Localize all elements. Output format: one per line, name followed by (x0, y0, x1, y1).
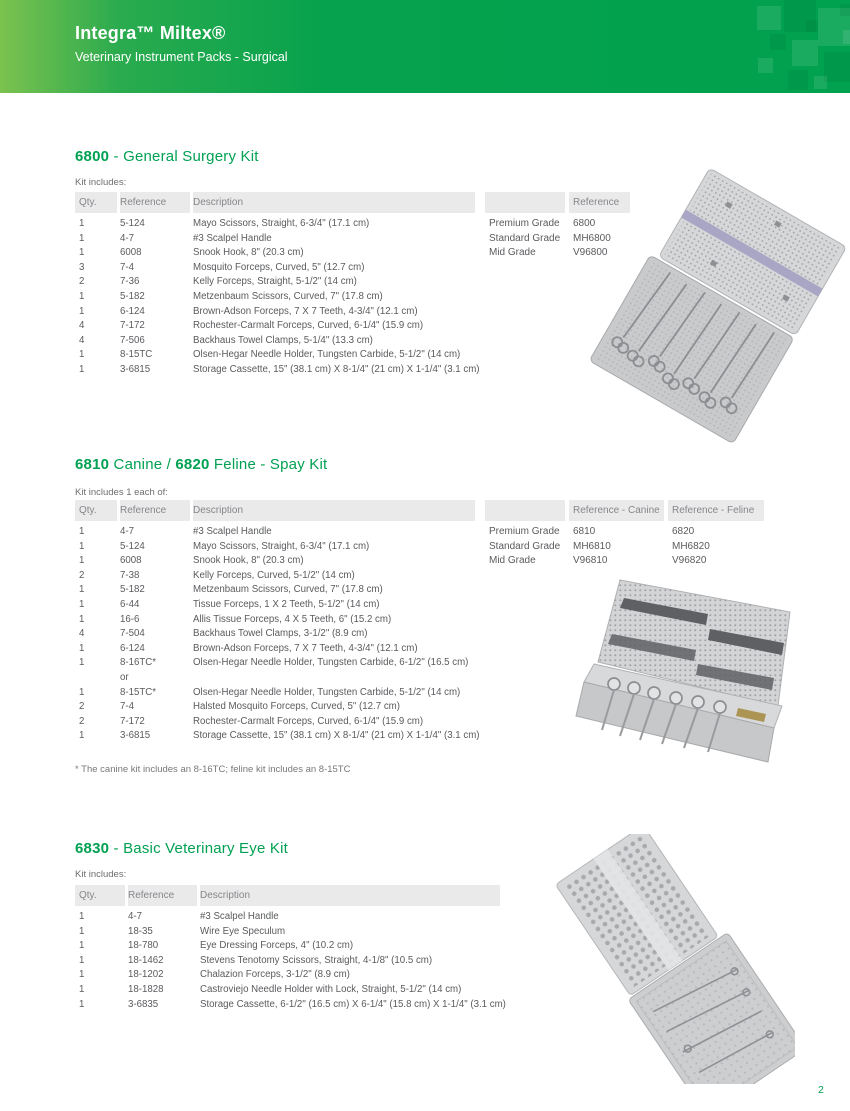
table-cell: Snook Hook, 8" (20.3 cm) (193, 555, 304, 567)
table-cell: 2 (79, 701, 85, 713)
table-row (75, 521, 475, 540)
table-cell: 4-7 (120, 526, 135, 537)
table-row (75, 348, 475, 363)
table-row (75, 232, 475, 247)
table-row (75, 656, 475, 671)
table-cell: Chalazion Forceps, 3-1/2" (8.9 cm) (200, 969, 350, 981)
table-cell: Kelly Forceps, Curved, 5-1/2" (14 cm) (193, 569, 355, 581)
table-cell: 4-7 (120, 232, 135, 244)
footnote: * The canine kit includes an 8-16TC; feline kit includes an 8-15TC (75, 764, 351, 775)
column-header: Qty. (75, 885, 128, 906)
table-cell: Backhaus Towel Clamps, 3-1/2" (8.9 cm) (193, 628, 368, 640)
table-cell: 1 (79, 954, 85, 966)
grade-column-header: Reference (569, 192, 630, 213)
table-cell: Stevens Tenotomy Scissors, Straight, 4-1/8" (10.5 cm) (200, 954, 433, 966)
table-cell: 4 (79, 334, 85, 346)
table-cell: 1 (79, 983, 85, 995)
table-row (75, 554, 475, 569)
table-cell: 4 (79, 628, 85, 640)
grade-column-header (485, 192, 565, 213)
table-cell: 7-4 (120, 701, 135, 713)
table-cell: Storage Cassette, 6-1/2" (16.5 cm) X 6-1/4" (15.8 cm) X 1-1/4" (3.1 cm) (200, 998, 506, 1010)
table-cell: 8-15TC (120, 349, 153, 361)
table-cell: Olsen-Hegar Needle Holder, Tungsten Carbide, 6-1/2" (16.5 cm) (193, 657, 469, 669)
table-cell: 7-4 (120, 261, 135, 273)
table-row (75, 642, 475, 657)
table-row (75, 319, 475, 334)
table-cell (193, 671, 475, 686)
table-row (75, 939, 500, 954)
table-cell: 8-15TC* (120, 686, 157, 698)
table-cell: 1 (79, 584, 85, 596)
grade-value: V96820 (672, 555, 707, 567)
table-cell: #3 Scalpel Handle (200, 911, 279, 922)
title-part: 6830 (75, 840, 110, 857)
column-header: Reference (120, 192, 193, 213)
grade-value: 6800 (573, 218, 596, 229)
grade-column-header: Reference - Feline (668, 500, 764, 521)
column-header: Reference (120, 500, 193, 521)
table-header-row (75, 192, 475, 213)
table-row (75, 998, 500, 1013)
table-row (75, 906, 500, 925)
table-cell: 5-182 (120, 584, 145, 596)
kit-table (75, 500, 480, 744)
table-cell: Castroviejo Needle Holder with Lock, Straight, 5-1/2" (14 cm) (200, 983, 462, 995)
table-cell: 1 (79, 657, 85, 669)
decor-square (814, 76, 827, 89)
table-row (75, 213, 475, 232)
decor-square (840, 4, 850, 16)
column-header: Qty. (75, 500, 120, 521)
title-part: Canine / (109, 456, 176, 473)
table-cell: 2 (79, 715, 85, 727)
title-part: Feline - Spay Kit (209, 456, 328, 473)
table-row (75, 671, 475, 686)
header-subtitle: Veterinary Instrument Packs - Surgical (75, 50, 288, 64)
table-cell: Allis Tissue Forceps, 4 X 5 Teeth, 6" (15.2 cm) (193, 613, 392, 625)
page-header (0, 0, 850, 93)
grade-value: 6820 (672, 526, 695, 537)
cassette-graphic (552, 834, 795, 1084)
table-cell: 1 (79, 349, 85, 361)
table-cell: 16-6 (120, 613, 140, 625)
column-header: Description (193, 192, 475, 213)
table-cell: Halsted Mosquito Forceps, Curved, 5" (12.7 cm) (193, 701, 400, 713)
product-photo-6810 (558, 578, 808, 775)
table-cell: Wire Eye Speculum (200, 925, 286, 937)
table-cell: Backhaus Towel Clamps, 5-1/4" (13.3 cm) (193, 334, 373, 346)
table-cell: Storage Cassette, 15" (38.1 cm) X 8-1/4" (21 cm) X 1-1/4" (3.1 cm) (193, 730, 480, 742)
column-header: Description (200, 885, 500, 906)
section-6800 (0, 148, 850, 448)
table-cell: 1 (79, 940, 85, 952)
grade-value: MH6800 (573, 232, 611, 244)
grade-column-header: Reference - Canine (569, 500, 664, 521)
decor-square (770, 34, 786, 50)
table-cell: 1 (79, 925, 85, 937)
table-cell: 18-1828 (128, 983, 164, 995)
table-cell: 2 (79, 569, 85, 581)
grade-value: V96800 (573, 247, 608, 259)
table-cell: Brown-Adson Forceps, 7 X 7 Teeth, 4-3/4" (12.1 cm) (193, 305, 418, 317)
table-cell: Eye Dressing Forceps, 4" (10.2 cm) (200, 940, 354, 952)
grade-row-label: Standard Grade (489, 540, 561, 552)
table-cell: 4 (79, 320, 85, 332)
kit-includes-label: Kit includes: (75, 869, 127, 880)
table-cell: Tissue Forceps, 1 X 2 Teeth, 5-1/2" (14 cm) (193, 598, 380, 610)
kit-table (75, 885, 506, 1012)
page-number: 2 (818, 1084, 824, 1096)
section-6830 (0, 840, 850, 1100)
table-row (75, 983, 500, 998)
table-row (75, 583, 475, 598)
table-cell: 1 (79, 998, 85, 1010)
table-cell: 7-172 (120, 715, 145, 727)
grade-value: V96810 (573, 555, 608, 567)
table-cell: 1 (79, 305, 85, 317)
table-cell: 1 (79, 911, 85, 922)
table-row (75, 700, 475, 715)
table-cell: 1 (79, 526, 85, 537)
decor-square (757, 6, 781, 30)
table-cell: 6-44 (120, 598, 140, 610)
product-photo-6830 (543, 834, 795, 1089)
table-cell: 1 (79, 686, 85, 698)
table-row (75, 290, 475, 305)
decor-square (824, 52, 850, 82)
table-cell: or (120, 671, 129, 683)
table-cell (75, 671, 120, 686)
table-header-row (75, 500, 475, 521)
table-row (75, 627, 475, 642)
table-cell: Metzenbaum Scissors, Curved, 7" (17.8 cm) (193, 290, 383, 302)
table-row (75, 305, 475, 320)
section-title (75, 456, 327, 473)
table-cell: Metzenbaum Scissors, Curved, 7" (17.8 cm) (193, 584, 383, 596)
cassette-graphic (576, 578, 793, 762)
table-row (75, 246, 475, 261)
table-cell: 3-6835 (128, 998, 159, 1010)
column-header: Description (193, 500, 475, 521)
section-title (75, 840, 288, 857)
table-cell: 1 (79, 730, 85, 742)
table-cell: 6008 (120, 555, 142, 567)
table-cell: 1 (79, 363, 85, 375)
decor-square (806, 20, 818, 32)
grade-reference-table (485, 500, 764, 569)
table-cell: 3-6815 (120, 363, 151, 375)
table-row (75, 540, 475, 555)
product-photo-6800 (627, 190, 812, 440)
title-part: 6800 (75, 148, 110, 165)
kit-includes-label: Kit includes: (75, 177, 127, 188)
column-header: Qty. (75, 192, 120, 213)
table-cell: Rochester-Carmalt Forceps, Curved, 6-1/4" (15.9 cm) (193, 715, 424, 727)
table-cell: 4-7 (128, 911, 143, 922)
table-cell: 18-35 (128, 925, 153, 937)
table-cell: Kelly Forceps, Straight, 5-1/2" (14 cm) (193, 276, 357, 288)
table-row (75, 613, 475, 628)
grade-row-label: Premium Grade (489, 218, 560, 229)
decor-square (792, 40, 818, 66)
table-cell: 1 (79, 598, 85, 610)
table-row (75, 261, 475, 276)
table-cell: Mayo Scissors, Straight, 6-3/4" (17.1 cm) (193, 540, 370, 552)
table-cell: Olsen-Hegar Needle Holder, Tungsten Carbide, 5-1/2" (14 cm) (193, 349, 461, 361)
table-header-row (75, 885, 500, 906)
table-cell: 6-124 (120, 305, 145, 317)
table-row (75, 334, 475, 349)
grade-value: MH6810 (573, 540, 611, 552)
grade-row-label: Mid Grade (489, 247, 536, 259)
table-cell: Storage Cassette, 15" (38.1 cm) X 8-1/4" (21 cm) X 1-1/4" (3.1 cm) (193, 363, 480, 375)
table-cell: Mosquito Forceps, Curved, 5" (12.7 cm) (193, 261, 365, 273)
table-cell: Olsen-Hegar Needle Holder, Tungsten Carbide, 5-1/2" (14 cm) (193, 686, 461, 698)
table-row (75, 954, 500, 969)
table-row (75, 363, 475, 378)
table-cell: 1 (79, 290, 85, 302)
table-cell: 8-16TC* (120, 657, 157, 669)
table-cell: 5-124 (120, 218, 145, 229)
table-row (75, 925, 500, 940)
grade-column-header (485, 500, 565, 521)
table-cell: 3 (79, 261, 85, 273)
table-cell: 7-506 (120, 334, 145, 346)
table-cell: 1 (79, 613, 85, 625)
title-part: - General Surgery Kit (109, 148, 259, 165)
section-6810-6820 (0, 456, 850, 826)
table-row (75, 569, 475, 584)
decor-square (788, 70, 808, 90)
table-cell: 6-124 (120, 642, 145, 654)
grade-reference-table (485, 192, 630, 261)
table-cell: 1 (79, 540, 85, 552)
table-cell: 1 (79, 969, 85, 981)
table-cell: Rochester-Carmalt Forceps, Curved, 6-1/4" (15.9 cm) (193, 320, 424, 332)
table-cell: 5-182 (120, 290, 145, 302)
column-header: Reference (128, 885, 200, 906)
title-part: 6820 (175, 456, 210, 473)
table-cell: 1 (79, 218, 85, 229)
table-cell: Mayo Scissors, Straight, 6-3/4" (17.1 cm) (193, 218, 370, 229)
table-row (75, 968, 500, 983)
kit-table (75, 192, 480, 378)
table-row (75, 729, 475, 744)
grade-row-label: Premium Grade (489, 526, 560, 537)
brand-title: Integra™ Miltex® (75, 23, 226, 43)
decor-square (843, 30, 850, 44)
table-row (75, 686, 475, 701)
table-cell: 7-172 (120, 320, 145, 332)
table-cell: 7-504 (120, 628, 145, 640)
cassette-graphic (589, 164, 846, 444)
table-cell: 3-6815 (120, 730, 151, 742)
kit-includes-label: Kit includes 1 each of: (75, 487, 168, 498)
table-cell: 1 (79, 555, 85, 567)
table-cell: #3 Scalpel Handle (193, 232, 272, 244)
table-cell: 7-38 (120, 569, 140, 581)
table-cell: 2 (79, 276, 85, 288)
table-cell: 1 (79, 642, 85, 654)
table-cell: Brown-Adson Forceps, 7 X 7 Teeth, 4-3/4" (12.1 cm) (193, 642, 418, 654)
grade-value: MH6820 (672, 540, 710, 552)
table-cell: 6008 (120, 247, 142, 259)
grade-value: 6810 (573, 526, 596, 537)
grade-row-label: Mid Grade (489, 555, 536, 567)
decor-square (758, 58, 773, 73)
section-title (75, 148, 259, 165)
title-part: - Basic Veterinary Eye Kit (109, 840, 288, 857)
table-row (75, 715, 475, 730)
table-cell: 18-1202 (128, 969, 164, 981)
title-part: 6810 (75, 456, 110, 473)
table-cell: 5-124 (120, 540, 145, 552)
table-cell: 1 (79, 247, 85, 259)
table-cell: #3 Scalpel Handle (193, 526, 272, 537)
table-cell: 1 (79, 232, 85, 244)
table-cell: 18-780 (128, 940, 159, 952)
table-row (75, 275, 475, 290)
table-row (75, 598, 475, 613)
table-cell: 7-36 (120, 276, 140, 288)
table-cell: 18-1462 (128, 954, 164, 966)
table-cell: Snook Hook, 8" (20.3 cm) (193, 247, 304, 259)
grade-row-label: Standard Grade (489, 232, 561, 244)
